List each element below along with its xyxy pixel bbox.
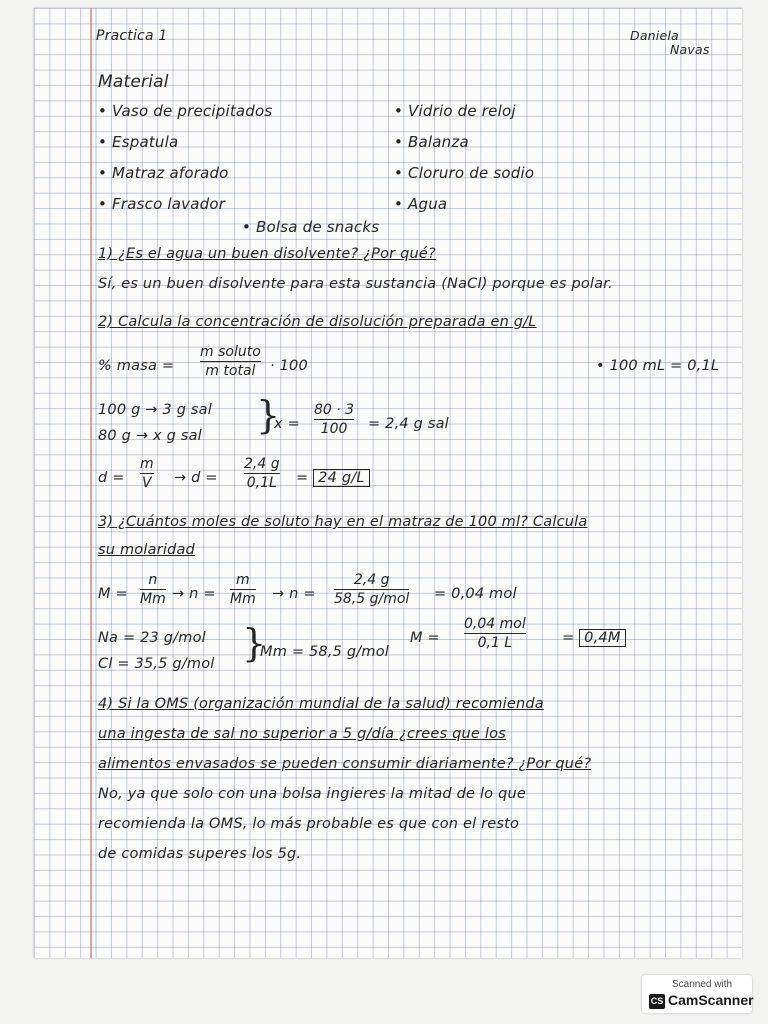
fraction-denominator: 58,5 g/mol <box>334 591 410 608</box>
density-result-box: 24 g/L <box>313 469 369 487</box>
material-item: • Bolsa de snacks <box>242 218 380 236</box>
density-result: = 24 g/L <box>296 470 370 486</box>
molarity-2-fraction <box>464 616 526 651</box>
molarity-label: M = <box>98 586 128 602</box>
fraction-numerator: n <box>148 572 158 588</box>
fraction-numerator: m <box>140 456 154 472</box>
chlorine-mass: Cl = 35,5 g/mol <box>98 656 215 672</box>
question-4-line: una ingesta de sal no superior a 5 g/día ¿crees que los <box>98 726 506 742</box>
fraction-denominator: V <box>142 475 152 492</box>
question-3-cont: su molaridad <box>98 542 195 558</box>
fraction-denominator: Mm <box>230 591 256 608</box>
material-item: • Cloruro de sodio <box>394 164 535 182</box>
question-4-line: alimentos envasados se pueden consumir diariamente? ¿Por qué? <box>98 756 592 772</box>
molar-mass: Mm = 58,5 g/mol <box>260 644 390 660</box>
moles-result: = 0,04 mol <box>434 586 517 602</box>
moles-fraction <box>230 572 256 607</box>
brace: } <box>256 393 281 437</box>
question-1: 1) ¿Es el agua un buen disolvente? ¿Por qué? <box>98 246 436 262</box>
molarity-2-label: M = <box>410 630 440 646</box>
material-item: • Matraz aforado <box>98 164 229 182</box>
fraction-denominator: 0,1L <box>246 475 277 492</box>
material-item: • Agua <box>394 195 448 213</box>
material-item: • Vidrio de reloj <box>394 102 516 120</box>
question-4-line: 4) Si la OMS (organización mundial de la salud) recomienda <box>98 696 544 712</box>
density-arrow: → d = <box>174 470 218 486</box>
percent-mass-tail: · 100 <box>270 358 308 374</box>
notebook-page <box>34 8 742 958</box>
fraction-denominator: 100 <box>320 421 348 438</box>
camscanner-logo-icon: CS <box>649 994 665 1009</box>
fraction-denominator: 0,1 L <box>477 635 513 652</box>
sodium-mass: Na = 23 g/mol <box>98 630 206 646</box>
brace: } <box>242 621 267 665</box>
moles-arrow-2: → n = <box>272 586 316 602</box>
fraction-denominator: m total <box>205 363 256 380</box>
molarity-result: = 0,4M <box>562 630 626 646</box>
author-first-name: Daniela <box>630 28 679 43</box>
x-fraction <box>314 402 354 437</box>
fraction-denominator: Mm <box>140 591 166 608</box>
x-label: x = <box>274 416 300 432</box>
material-item: • Balanza <box>394 133 469 151</box>
fraction-numerator: 80 · 3 <box>314 402 355 418</box>
percent-mass-fraction <box>200 344 261 379</box>
camscanner-name: CamScanner <box>668 992 754 1008</box>
answer-4-line: No, ya que solo con una bolsa ingieres la mitad de lo que <box>98 786 526 802</box>
moles-value-fraction <box>334 572 409 607</box>
x-result: = 2,4 g sal <box>368 416 449 432</box>
answer-4-line: de comidas superes los 5g. <box>98 846 302 862</box>
answer-4-line: recomienda la OMS, lo más probable es que con el resto <box>98 816 520 832</box>
material-item: • Espatula <box>98 133 179 151</box>
molarity-result-box: 0,4M <box>579 629 625 647</box>
density-fraction <box>140 456 154 491</box>
rule-of-three-line: 80 g → x g sal <box>98 428 202 444</box>
volume-conversion: • 100 mL = 0,1L <box>596 358 720 374</box>
answer-1: Sí, es un buen disolvente para esta sustancia (NaCl) porque es polar. <box>98 276 613 292</box>
page-title: Practica 1 <box>96 28 168 44</box>
material-heading: Material <box>98 72 169 92</box>
molarity-fraction <box>140 572 166 607</box>
rule-of-three-line: 100 g → 3 g sal <box>98 402 212 418</box>
density-label: d = <box>98 470 125 486</box>
moles-arrow: → n = <box>172 586 216 602</box>
question-3: 3) ¿Cuántos moles de soluto hay en el matraz de 100 ml? Calcula <box>98 514 588 530</box>
question-2: 2) Calcula la concentración de disolución preparada en g/L <box>98 314 537 330</box>
fraction-numerator: m <box>236 572 250 588</box>
camscanner-watermark <box>642 975 752 1013</box>
scanned-with-label: Scanned with <box>672 979 733 990</box>
fraction-numerator: 2,4 g <box>244 456 280 472</box>
fraction-numerator: 0,04 mol <box>464 616 526 632</box>
material-item: • Vaso de precipitados <box>98 102 273 120</box>
fraction-numerator: 2,4 g <box>353 572 390 588</box>
margin-line <box>90 8 92 958</box>
percent-mass-label: % masa = <box>98 358 175 374</box>
author-last-name: Navas <box>670 42 710 57</box>
density-value-fraction <box>244 456 280 491</box>
material-item: • Frasco lavador <box>98 195 226 213</box>
fraction-numerator: m soluto <box>200 344 261 360</box>
